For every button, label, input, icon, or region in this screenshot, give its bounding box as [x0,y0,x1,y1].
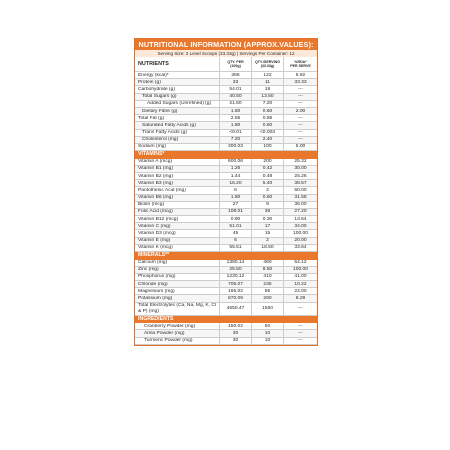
row-qty-serving: 36 [251,209,283,215]
row-qty-100g: 30 [219,338,251,344]
row-rda: 25.32 [283,159,317,165]
row-qty-100g: 1.80 [219,108,251,114]
header-rda [283,57,317,71]
header-col2-line2: (33.33g) [260,64,275,68]
row-qty-serving: 0.48 [251,173,283,179]
row-qty-100g: 33 [219,79,251,85]
row-name: Total Electrolytes (Ca, Na, Mg, K, Cl & P) (mg) [138,303,217,314]
row-qty-serving: 0.85 [251,115,283,121]
row-rda: --- [283,86,317,92]
row-name: Vitamin B3 (mg) [138,180,173,186]
row-qty-serving: 17 [251,223,283,229]
row-name: Vitamin C (mg) [138,223,171,229]
row-name: Pantothenic Acid (mg) [138,187,186,193]
row-name: Potassium (mg) [138,296,173,302]
row-name: Turmeric Powder (mg) [144,338,193,344]
row-qty-100g: 705.07 [219,281,251,287]
row-name: Total Fat (g) [138,115,165,121]
header-qty-per-100g [219,57,251,71]
row-qty-serving: 15 [251,230,283,236]
row-rda: --- [283,330,317,336]
table-row [135,86,317,93]
minerals-section-title: MINERALS** [135,252,317,260]
row-qty-100g: 27 [219,202,251,208]
row-qty-serving: 10 [251,330,283,336]
row-qty-100g: 6 [219,187,251,193]
row-qty-serving: 0.30 [251,216,283,222]
row-qty-100g: 870.09 [219,295,251,301]
row-qty-100g: 1230.12 [219,274,251,280]
row-rda: 27.20 [283,209,317,215]
header-col1-line2: (100g) [230,64,241,68]
row-name: Vitamin A (mcg) [138,159,173,165]
row-qty-100g: <0.01 [219,130,251,136]
row-rda: 38.57 [283,180,317,186]
row-rda: --- [283,303,317,315]
table-row [135,238,317,245]
nutrients-list [135,72,317,151]
row-rda: 54.12 [283,260,317,266]
panel-title: NUTRITIONAL INFORMATION (APPROX.VALUES): [135,39,317,50]
row-rda: 10.22 [283,281,317,287]
table-row [135,330,317,337]
table-row [135,202,317,209]
table-row [135,79,317,86]
row-rda: 100.00 [283,267,317,273]
row-qty-100g: 21.60 [219,101,251,107]
nutrition-panel [134,38,318,346]
ingredients-list [135,323,317,345]
row-qty-100g: 45 [219,230,251,236]
row-rda: --- [283,137,317,143]
row-name: Protein (g) [138,79,161,85]
table-row [135,338,317,345]
row-qty-100g: 2.55 [219,115,251,121]
row-rda: 13.64 [283,216,317,222]
row-rda: --- [283,115,317,121]
table-row [135,288,317,295]
vitamins-section-title: VITAMINS* [135,151,317,159]
table-row-electrolytes [135,303,317,316]
row-qty-serving: 18.50 [251,245,283,251]
table-row [135,195,317,202]
ingredients-section-title: INGREDIENTS [135,316,317,324]
row-rda: 41.00 [283,274,317,280]
row-qty-serving: 50 [251,323,283,329]
row-qty-serving: <0.003 [251,130,283,136]
table-row [135,267,317,274]
row-name: Amla Powder (mg) [144,330,185,336]
row-qty-100g: 7.20 [219,137,251,143]
row-rda: 33.33 [283,79,317,85]
row-qty-100g: 6 [219,238,251,244]
row-qty-serving: 0.60 [251,122,283,128]
row-name: Folic Acid (mcg) [138,209,173,215]
table-row [135,108,317,115]
row-qty-100g: 25.50 [219,267,251,273]
row-name: Vitamin K (mcg) [138,245,173,251]
row-name: Cholesterol (mg) [142,137,179,143]
row-name: Vitamin E (mg) [138,238,171,244]
row-rda: --- [283,338,317,344]
table-row [135,180,317,187]
header-col3-line1: %RDA* [294,60,307,64]
row-qty-100g: 600.06 [219,159,251,165]
table-header [135,57,317,72]
row-qty-serving: 122 [251,72,283,78]
table-row [135,245,317,252]
row-qty-100g: 30 [219,330,251,336]
table-row [135,274,317,281]
row-qty-serving: 1550 [251,303,283,315]
row-name: Cranberry Powder (mg) [144,323,196,329]
row-qty-serving: 235 [251,281,283,287]
row-qty-serving: 10 [251,338,283,344]
row-qty-serving: 2.40 [251,137,283,143]
row-qty-100g: 51.01 [219,223,251,229]
table-row [135,137,317,144]
row-name: Chloride (mg) [138,281,168,287]
header-col1-line1: QTY. PER [227,60,244,64]
row-name: Phosphorus (mg) [138,274,176,280]
row-qty-100g: 1380.14 [219,260,251,266]
row-qty-100g: 4650.47 [219,303,251,315]
row-rda: --- [283,130,317,136]
minerals-list [135,260,317,303]
row-qty-serving: 0.60 [251,108,283,114]
row-qty-serving: 18 [251,86,283,92]
row-name: Vitamin B2 (mg) [138,173,173,179]
row-name: Sodium (mg) [138,144,166,150]
row-rda: --- [283,101,317,107]
header-col3-line2: PER SERVE [290,64,311,68]
vitamins-list [135,159,317,252]
table-row [135,173,317,180]
row-rda: 100.00 [283,230,317,236]
row-rda: --- [283,94,317,100]
row-qty-100g: 54.01 [219,86,251,92]
row-qty-100g: 1.44 [219,173,251,179]
row-rda: 30.00 [283,166,317,172]
row-qty-100g: 150.02 [219,323,251,329]
row-name: Magnesium (mg) [138,288,175,294]
table-row [135,72,317,79]
row-qty-100g: 366 [219,72,251,78]
row-qty-100g: 1.26 [219,166,251,172]
row-rda: 20.00 [283,238,317,244]
row-rda: 33.64 [283,245,317,251]
row-name: Total Sugars (g) [142,94,177,100]
table-row [135,216,317,223]
row-qty-100g: 108.01 [219,209,251,215]
row-qty-serving: 410 [251,274,283,280]
row-name: Added Sugars (Unrefined) (g) [147,101,212,107]
row-qty-serving: 8.50 [251,267,283,273]
row-name: Biotin (mcg) [138,202,165,208]
row-qty-100g: 16.20 [219,180,251,186]
row-qty-serving: 460 [251,260,283,266]
row-name: Vitamin B6 (mg) [138,195,173,201]
row-rda: 5.00 [283,144,317,150]
row-qty-100g: 0.90 [219,216,251,222]
table-row [135,209,317,216]
table-row [135,94,317,101]
header-col2-line1: QTY./SERVING [254,60,281,64]
row-qty-serving: 5.40 [251,180,283,186]
row-qty-serving: 7.20 [251,101,283,107]
row-rda: 31.58 [283,195,317,201]
row-name: Carbohydrate (g) [138,86,175,92]
row-qty-serving: 13.50 [251,94,283,100]
row-qty-serving: 200 [251,159,283,165]
row-qty-100g: 1.80 [219,122,251,128]
row-rda: --- [283,323,317,329]
row-qty-serving: 55 [251,288,283,294]
table-row [135,295,317,302]
table-row [135,281,317,288]
row-name: Vitamin D3 (mcg) [138,231,176,237]
row-rda: 22.00 [283,288,317,294]
row-rda: 5.92 [283,72,317,78]
row-rda: 25.26 [283,173,317,179]
row-rda: --- [283,122,317,128]
row-name: Saturated Fatty Acids (g) [142,122,196,128]
row-name: Vitamin B12 (mcg) [138,216,179,222]
table-row [135,187,317,194]
row-qty-serving: 290 [251,295,283,301]
row-name: Zinc (mg) [138,267,159,273]
row-qty-serving: 2 [251,187,283,193]
row-rda: 2.00 [283,108,317,114]
row-name: Vitamin B1 (mg) [138,166,173,172]
table-row [135,130,317,137]
row-qty-serving: 0.42 [251,166,283,172]
row-qty-serving: 9 [251,202,283,208]
row-qty-serving: 11 [251,79,283,85]
row-qty-serving: 100 [251,144,283,150]
row-qty-100g: 165.02 [219,288,251,294]
table-row [135,115,317,122]
row-rda: 36.00 [283,202,317,208]
table-row [135,323,317,330]
row-qty-serving: 0.60 [251,195,283,201]
table-row [135,144,317,151]
row-name: Energy (kcal)* [138,72,169,78]
row-name: Trans Fatty Acids (g) [142,130,187,136]
table-row [135,230,317,237]
row-qty-100g: 40.50 [219,94,251,100]
row-qty-100g: 300.03 [219,144,251,150]
row-rda: 34.00 [283,223,317,229]
serving-info: Serving Size: 2 Level Scoops (33.33g) | Servings Per Container: 12 [135,50,317,57]
header-nutrients: NUTRIENTS [138,61,169,67]
table-row [135,122,317,129]
row-qty-serving: 2 [251,238,283,244]
table-row [135,260,317,267]
header-qty-per-serving [251,57,283,71]
row-qty-100g: 1.80 [219,195,251,201]
row-qty-100g: 55.51 [219,245,251,251]
row-name: Dietary Fibre (g) [142,108,178,114]
table-row [135,223,317,230]
row-name: Calcium (mg) [138,260,168,266]
table-row [135,166,317,173]
row-rda: 50.00 [283,187,317,193]
table-row [135,159,317,166]
row-rda: 8.29 [283,295,317,301]
table-row [135,101,317,108]
